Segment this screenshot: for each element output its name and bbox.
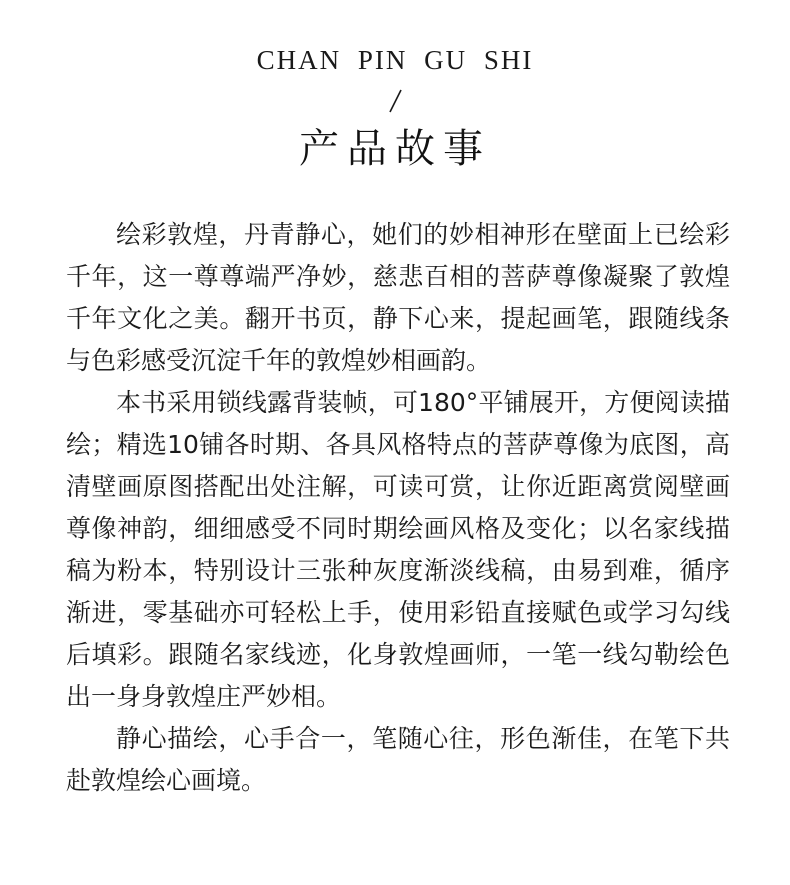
paragraph-closing: 静心描绘，心手合一，笔随心往，形色渐佳，在笔下共赴敦煌绘心画境。 — [66, 724, 730, 795]
page-title: 产品故事 — [299, 126, 491, 172]
slash-divider — [386, 88, 404, 114]
pinyin-subtitle: CHAN PIN GU SHI — [256, 45, 534, 75]
paragraph-intro: 绘彩敦煌，丹青静心，她们的妙相神形在壁面上已绘彩千年，这一尊尊端严净妙，慈悲百相的菩萨尊像凝聚了敦煌千年文化之美。翻开书页，静下心来，提起画笔，跟随线条与色彩感受沉淀千年的敦煌妙相画韵。 — [66, 220, 730, 375]
paragraph-features: 本书采用锁线露背装帧，可180°平铺展开，方便阅读描绘；精选10铺各时期、各具风格特点的菩萨尊像为底图，高清壁画原图搭配出处注解，可读可赏，让你近距离赏阅壁画尊像神韵，细细感受不同时期绘画风格及变化；以名家线描稿为粉本，特别设计三张种灰度渐淡线稿，由易到难，循序渐进，零基础亦可轻松上手，使用彩铅直接赋色或学习勾线后填彩。跟随名家线迹，化身敦煌画师，一笔一线勾勒绘色出一身身敦煌庄严妙相。 — [66, 388, 730, 711]
story-body — [66, 214, 730, 802]
